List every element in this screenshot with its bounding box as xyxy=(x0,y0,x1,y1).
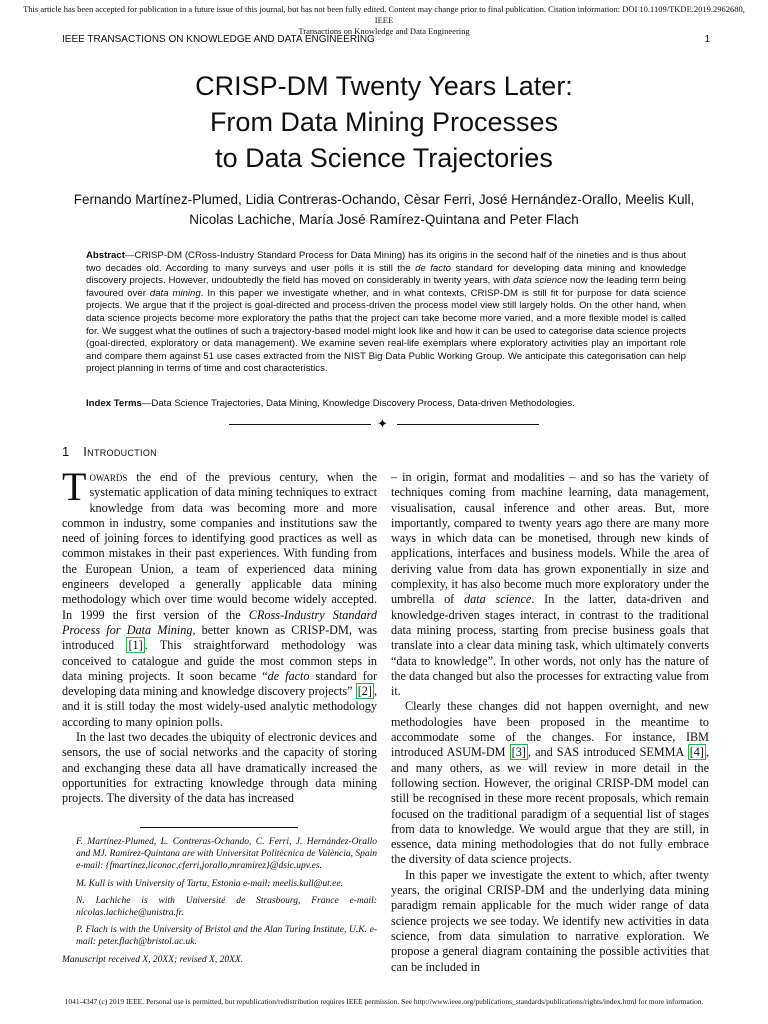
abstract-label: Abstract xyxy=(86,250,125,261)
intro-paragraph-3 xyxy=(391,470,709,699)
title-line-1: CRISP-DM Twenty Years Later: xyxy=(195,71,573,101)
abstract-em-1: de facto xyxy=(415,262,452,274)
notice-line-2: Transactions on Knowledge and Data Engineering xyxy=(298,26,470,36)
section-title: Introduction xyxy=(83,444,157,459)
abstract-em-3: data mining xyxy=(149,287,201,299)
citation-link-4[interactable]: [4] xyxy=(689,745,704,760)
section-divider xyxy=(229,416,539,431)
copyright-notice: 1041-4347 (c) 2019 IEEE. Personal use is permitted, but republication/redistribution requires IEEE permission. See http://www.ieee.org/publications_standards/publications/rights/index.html for more information. xyxy=(64,997,704,1006)
footnote-affiliation-tartu: M. Kull is with University of Tartu, Estonia e-mail: meelis.kull@ut.ee. xyxy=(76,878,343,889)
index-terms xyxy=(86,398,686,411)
citation-link-2[interactable]: [2] xyxy=(357,684,372,699)
left-column xyxy=(62,464,378,807)
small-caps-lead: owards xyxy=(89,470,128,484)
abstract-text-4: . In this paper we investigate whether, and in what contexts, CRISP-DM is still fit for purpose for data science projects. We argue that if the project is goal-directed and process-driven the process model view still largely holds. On the other hand, when data science projects become more exploratory the paths that the project can take become more varied, and a more flexible model is called for. We suggest what the outlines of such a trajectory-based model might look like and how it can be used to categorise data science projects (goal-directed, exploratory or data management). We examine seven real-life exemplars where exploratory activities play an important role and compare them against 51 use cases extracted from the NIST Big Data Public Working Group. We anticipate this categorisation can help project planning in terms of time and cost characteristics. xyxy=(86,287,686,375)
text-run: . This straightforward methodology was conceived to catalogue and guide the most common steps in data mining projects. It soon became “ xyxy=(62,638,377,683)
abstract-text-3: now the leading term being favoured over xyxy=(86,275,686,299)
citation-link-3[interactable]: [3] xyxy=(511,745,526,760)
text-run: , better known as CRISP-DM, was introduced xyxy=(62,622,377,653)
intro-paragraph-4 xyxy=(391,699,709,867)
text-run: , and it is still today the most widely-used analytic methodology according to many opinion polls. xyxy=(62,684,377,729)
emphasis: data science xyxy=(464,592,532,607)
abstract-text-1: —CRISP-DM (CRoss-Industry Standard Process for Data Mining) has its origins in the second half of the nineties and is thus about two decades old. According to many surveys and user polls it is still the xyxy=(86,250,686,274)
text-run: the end of the previous century, when the systematic application of data mining techniques to extract knowledge from data was becoming more and more common in industry, some companies and institutions saw the need of joining forces to identifying good practices as well as common mistakes in their past experiences. With funding from the European Union, a team of experienced data mining engineers developed a generally applicable data mining methodology which over time would become widely accepted. In 1999 the first version of the xyxy=(62,470,377,622)
title-line-3: to Data Science Trajectories xyxy=(215,143,553,173)
text-run: . In the latter, data-driven and knowledge-driven stages interact, in contrast to the traditional data mining process, starting from precise business goals that translate into a clear data mining task, which ultimately converts “data to knowledge”. In other words, not only has the nature of the data changed but also the processes for extracting value from it. xyxy=(391,592,709,699)
footnote-affiliation-bristol: P. Flach is with the University of Bristol and the Alan Turing Institute, U.K. e-mail: peter.flach@bristol.ac.uk. xyxy=(76,925,377,948)
authors-line-2: Nicolas Lachiche, María José Ramírez-Quintana and Peter Flach xyxy=(189,212,579,227)
intro-paragraph-5: In this paper we investigate the extent to which, after twenty years, the original CRISP-DM and the underlying data mining paradigm remain applicable for the much wider range of data science projects we see today. We identify new activities in data science, from data simulation to narrative exploration. We propose a general diagram containing the possible activities that can be included in xyxy=(391,867,709,974)
title-line-2: From Data Mining Processes xyxy=(209,107,559,137)
publication-notice xyxy=(20,4,748,37)
citation-link-1[interactable]: [1] xyxy=(128,638,143,653)
footnote-affiliation-upv: F. Martínez-Plumed, L. Contreras-Ochando, C. Ferri, J. Hernández-Orallo and MJ. Ramírez-Quintana are with Universitat Politècnica de València, Spain e-mail: {fmartinez,liconoc,cferri,jorallo,mramirez}@dsic.upv.es. xyxy=(76,837,377,872)
text-run: , and SAS introduced SEMMA xyxy=(527,745,688,760)
emphasis: de facto xyxy=(267,668,310,683)
index-terms-label: Index Terms xyxy=(86,398,142,409)
footnotes xyxy=(62,836,377,971)
paper-title xyxy=(60,68,708,176)
intro-paragraph-1 xyxy=(62,464,378,730)
divider-diamond-icon: ✦ xyxy=(377,416,388,431)
running-head xyxy=(62,34,710,48)
drop-cap: T xyxy=(62,464,87,509)
page-number: 1 xyxy=(704,34,710,45)
text-run: Clearly these changes did not happen overnight, and new methodologies have been proposed in the meantime to accommodate some of the changes. For instance, IBM introduced ASUM-DM xyxy=(391,699,709,760)
section-heading xyxy=(62,444,157,459)
footnote-affiliation-strasbourg: N. Lachiche is with Université de Strasbourg, France e-mail: nicolas.lachiche@unistra.fr. xyxy=(76,895,377,919)
author-list xyxy=(40,190,728,230)
authors-line-1: Fernando Martínez-Plumed, Lidia Contreras-Ochando, Cèsar Ferri, José Hernández-Orallo, Meelis Kull, xyxy=(73,192,695,207)
manuscript-dates: Manuscript received X, 20XX; revised X, 20XX. xyxy=(62,954,244,965)
journal-name: IEEE TRANSACTIONS ON KNOWLEDGE AND DATA ENGINEERING xyxy=(62,34,375,45)
footnote-rule xyxy=(140,827,298,828)
abstract-text-2: standard for developing data mining and knowledge discovery projects. However, undoubtedly the field has moved on considerably in twenty years, with xyxy=(86,262,686,287)
text-run: – in origin, format and modalities – and so has the variety of techniques coming from machine learning, data management, visualisation, causal inference and other areas. But, more importantly, compared to twenty years ago there are many more ways in which data can be monetised, through new kinds of applications, interfaces and business models. While the area of deriving value from data has grown exponentially in size and complexity, it has also become much more exploratory under the umbrella of xyxy=(391,470,709,607)
right-column xyxy=(391,470,709,975)
abstract-em-2: data science xyxy=(513,275,568,287)
intro-paragraph-2: In the last two decades the ubiquity of electronic devices and sensors, the use of social networks and the capacity of storing and exchanging these data all have dramatically increased the opportunities for extracting knowledge through data mining projects. The diversity of the data has increased xyxy=(62,730,377,806)
section-number: 1 xyxy=(62,444,70,459)
text-run: , and many others, as we will review in more detail in the following section. However, the original CRISP-DM model can still be recognised in these more recent proposals, which remain focused on the traditional paradigm of a sequential list of stages from data to knowledge. We would argue that they are still, in essence, data mining methodologies that do not fully embrace the diversity of data science projects. xyxy=(391,745,709,867)
emphasis: CRoss-Industry Standard Process for Data Mining xyxy=(62,607,378,637)
notice-line-1: This article has been accepted for publication in a future issue of this journal, but has not been fully edited. Content may change prior to final publication. Citation information: DOI 10.1109/TKDE.2019.2962680, IEEE xyxy=(23,4,745,25)
text-run: standard for developing data mining and knowledge discovery projects” xyxy=(62,668,377,699)
abstract xyxy=(86,250,686,376)
divider-line-left xyxy=(229,424,371,425)
divider-line-right xyxy=(397,424,539,425)
index-terms-text: —Data Science Trajectories, Data Mining, Knowledge Discovery Process, Data-driven Methodologies. xyxy=(141,398,575,409)
